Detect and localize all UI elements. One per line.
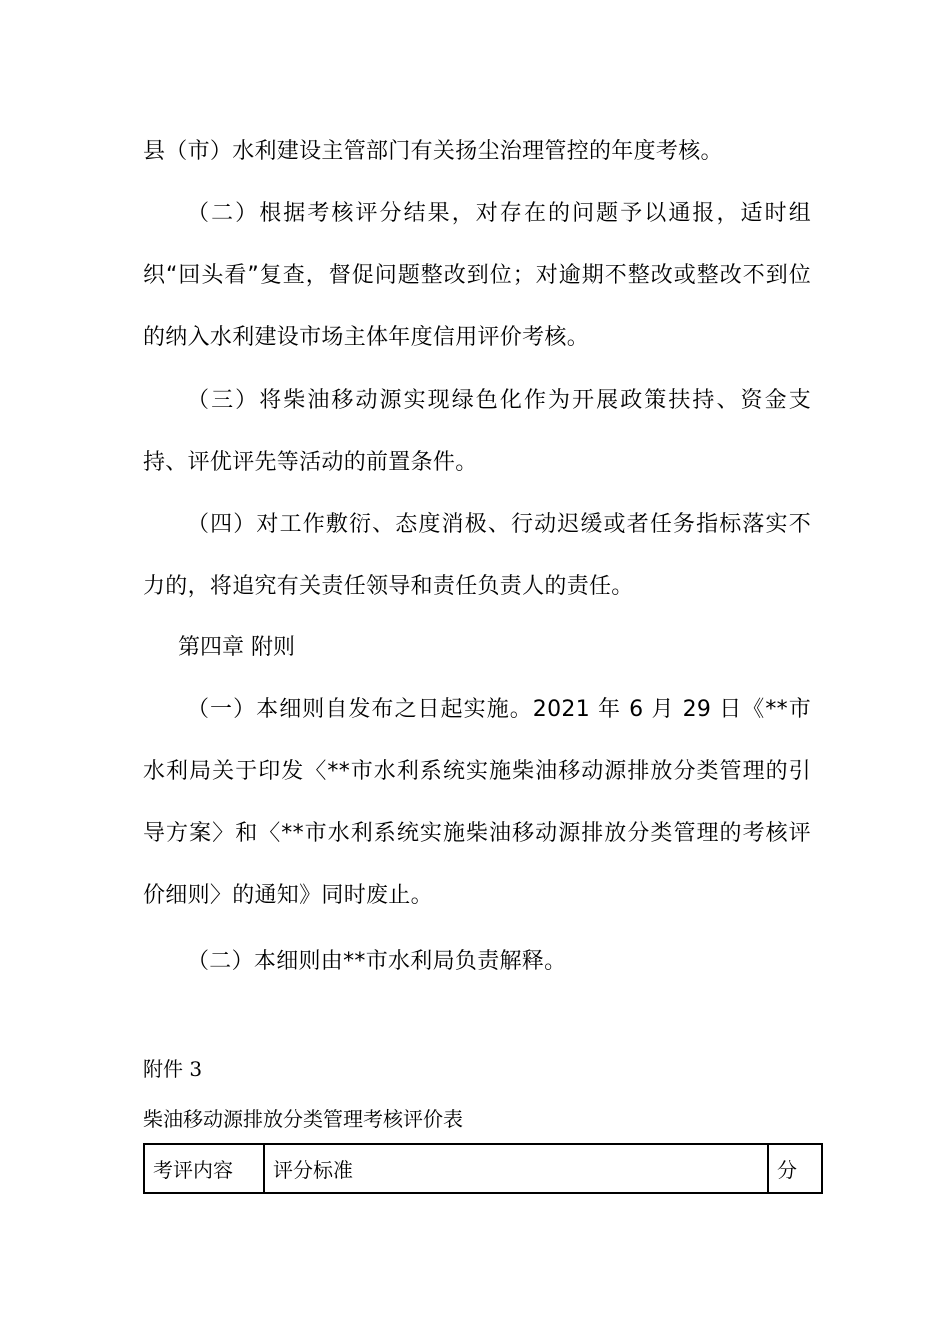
appendix-paragraph-2: （二）本细则由**市水利局负责解释。	[187, 949, 567, 974]
chapter-heading: 第四章 附则	[178, 635, 295, 660]
appendix-paragraph-1: （一）本细则自发布之日起实施。2021 年 6 月 29 日《**市水利局关于印发〈**市水利系统实施柴油移动源排放分类管理的引导方案〉和〈**市水利系统实施柴油移动源排放分类管理的考核评价细则〉的通知》同时废止。	[143, 697, 811, 908]
assessment-table	[143, 1143, 823, 1194]
table-header-cell: 评分标准	[264, 1144, 768, 1193]
table-header-cell: 考评内容	[144, 1144, 264, 1193]
paragraph-item-2: （二）根据考核评分结果，对存在的问题予以通报，适时组织“回头看”复查，督促问题整改到位；对逾期不整改或整改不到位的纳入水利建设市场主体年度信用评价考核。	[143, 201, 811, 350]
paragraph-item-3: （三）将柴油移动源实现绿色化作为开展政策扶持、资金支持、评优评先等活动的前置条件。	[143, 388, 811, 475]
attachment-label: 附件 3	[143, 1057, 203, 1081]
paragraph-continuation: 县（市）水利建设主管部门有关扬尘治理管控的年度考核。	[143, 139, 723, 164]
table-title: 柴油移动源排放分类管理考核评价表	[143, 1107, 463, 1131]
paragraph-item-4: （四）对工作敷衍、态度消极、行动迟缓或者任务指标落实不力的，将追究有关责任领导和责任负责人的责任。	[143, 512, 811, 599]
table-header-cell: 分	[768, 1144, 822, 1193]
table-header-row	[144, 1144, 822, 1193]
